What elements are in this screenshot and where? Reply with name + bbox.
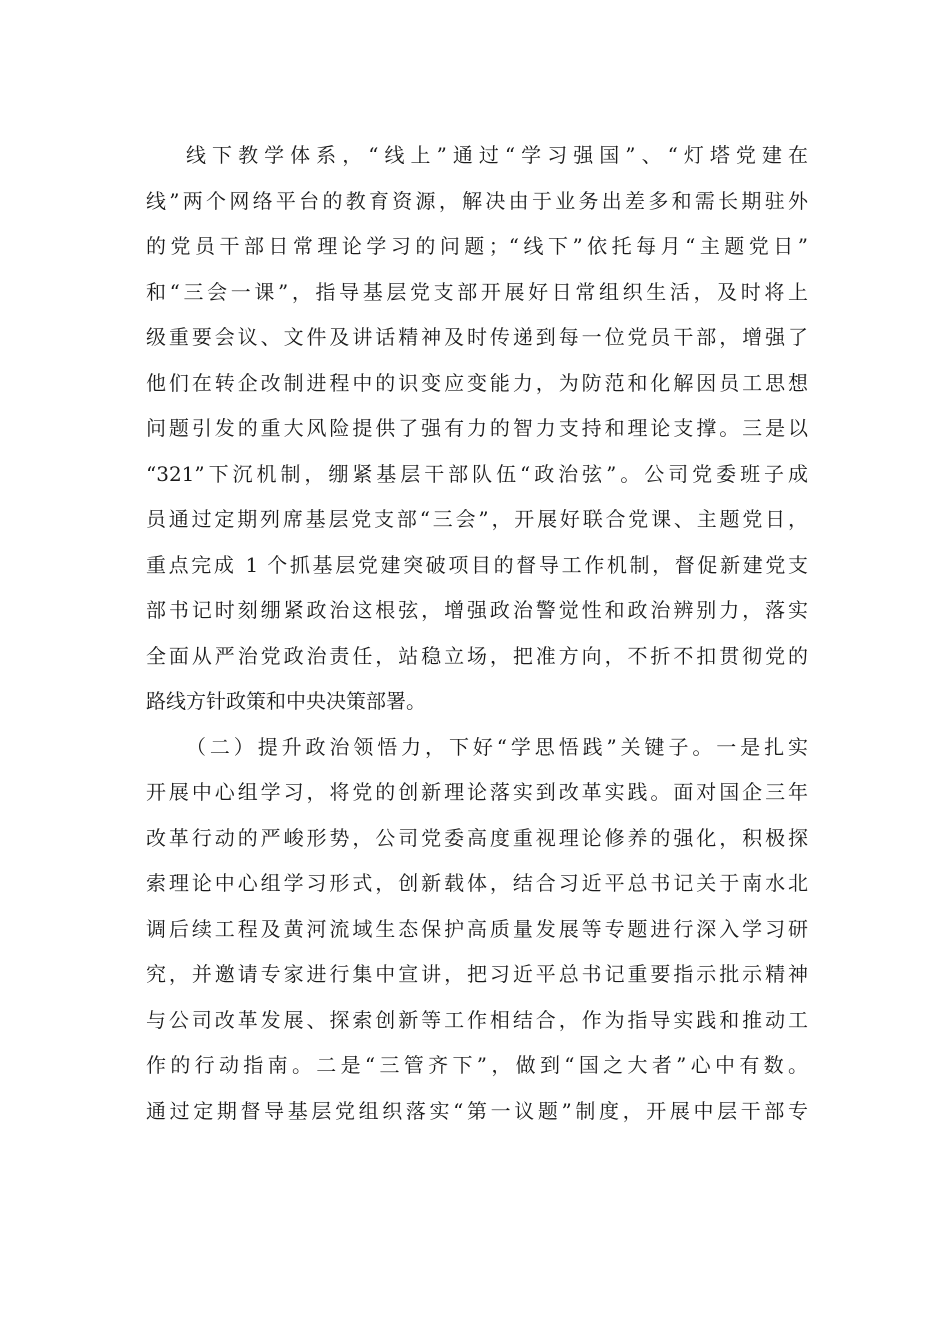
text-line-14: （二）提升政治领悟力，下好“学思悟践”关键子。一是扎实 xyxy=(186,735,808,759)
text-line-13: 路线方针政策和中央决策部署。 xyxy=(146,689,426,713)
text-line-21: 作的行动指南。二是“三管齐下”，做到“国之大者”心中有数。 xyxy=(146,1053,808,1077)
text-line-16: 改革行动的严峻形势，公司党委高度重视理论修养的强化，积极探 xyxy=(146,826,808,850)
text-line-17: 索理论中心组学习形式，创新载体，结合习近平总书记关于南水北 xyxy=(146,871,808,895)
text-line-5: 级重要会议、文件及讲话精神及时传递到每一位党员干部，增强了 xyxy=(146,325,808,349)
text-line-12: 全面从严治党政治责任，站稳立场，把准方向，不折不扣贯彻党的 xyxy=(146,644,808,668)
text-line-18: 调后续工程及黄河流域生态保护高质量发展等专题进行深入学习研 xyxy=(146,917,808,941)
text-line-3: 的党员干部日常理论学习的问题；“线下”依托每月“主题党日” xyxy=(146,234,808,258)
text-line-15: 开展中心组学习，将党的创新理论落实到改革实践。面对国企三年 xyxy=(146,780,808,804)
text-line-22: 通过定期督导基层党组织落实“第一议题”制度，开展中层干部专 xyxy=(146,1099,808,1123)
text-line-4: 和“三会一课”，指导基层党支部开展好日常组织生活，及时将上 xyxy=(146,280,808,304)
text-line-6: 他们在转企改制进程中的识变应变能力，为防范和化解因员工思想 xyxy=(146,371,808,395)
text-line-9: 员通过定期列席基层党支部“三会”，开展好联合党课、主题党日， xyxy=(146,507,808,531)
text-line-20: 与公司改革发展、探索创新等工作相结合，作为指导实践和推动工 xyxy=(146,1008,808,1032)
text-line-8: “321”下沉机制，绷紧基层干部队伍“政治弦”。公司党委班子成 xyxy=(146,462,808,486)
text-line-19: 究，并邀请专家进行集中宣讲，把习近平总书记重要指示批示精神 xyxy=(146,962,808,986)
text-line-1: 线下教学体系，“线上”通过“学习强国”、“灯塔党建在 xyxy=(186,143,808,167)
text-line-11: 部书记时刻绷紧政治这根弦，增强政治警觉性和政治辨别力，落实 xyxy=(146,598,808,622)
text-line-7: 问题引发的重大风险提供了强有力的智力支持和理论支撑。三是以 xyxy=(146,416,808,440)
text-line-10: 重点完成 1 个抓基层党建突破项目的督导工作机制，督促新建党支 xyxy=(146,553,808,577)
text-line-2: 线”两个网络平台的教育资源，解决由于业务出差多和需长期驻外 xyxy=(146,189,808,213)
